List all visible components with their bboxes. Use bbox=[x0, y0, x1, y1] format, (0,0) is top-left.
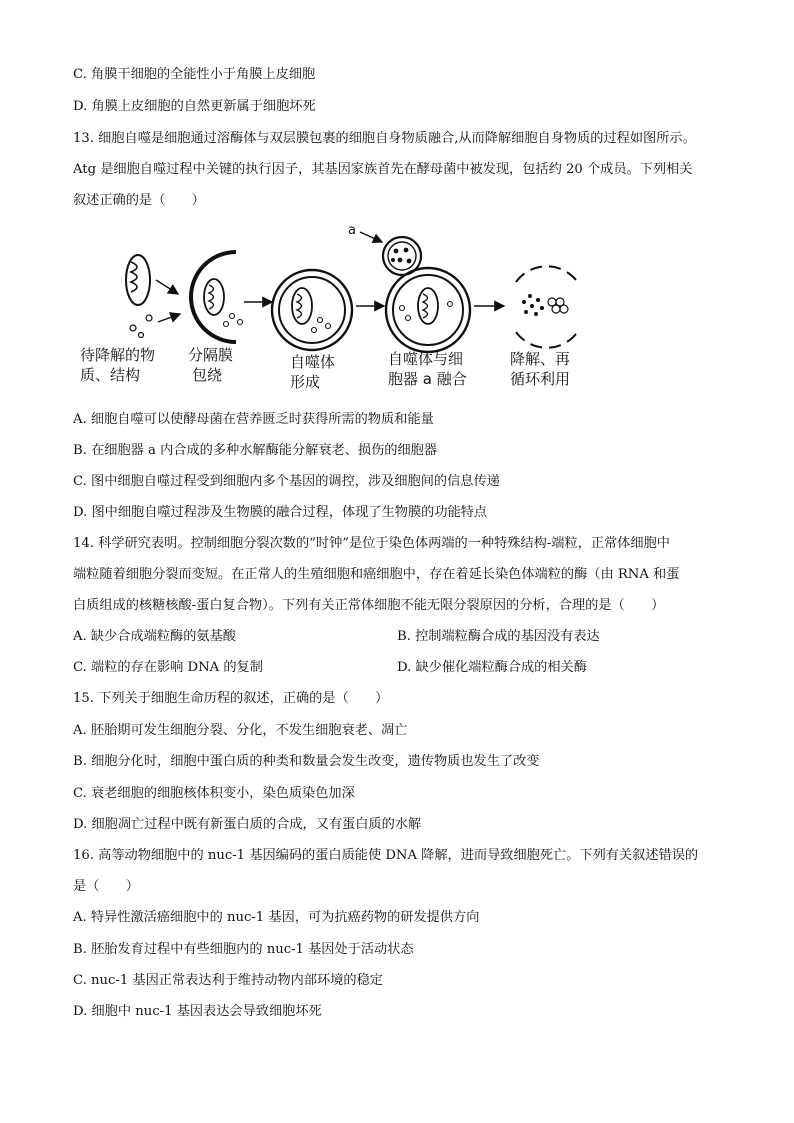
q14-option-b: B. 控制端粒酶合成的基因没有表达 bbox=[397, 629, 600, 644]
caption-stage4-line2: 胞器 a 融合 bbox=[388, 370, 467, 388]
fusion-autophagosome-icon bbox=[386, 268, 470, 352]
degradable-material-icon bbox=[126, 255, 152, 338]
caption-stage3-line1: 自噬体 bbox=[290, 353, 336, 371]
q16-option-d: D. 细胞中 nuc-1 基因表达会导致细胞坏死 bbox=[73, 1004, 322, 1019]
caption-stage1-line1: 待降解的物 bbox=[80, 346, 156, 364]
caption-stage4-line1: 自噬体与细 bbox=[388, 350, 464, 368]
autophagy-diagram bbox=[76, 222, 596, 394]
q12-option-c: C. 角膜干细胞的全能性小于角膜上皮细胞 bbox=[73, 67, 316, 82]
q14-option-a: A. 缺少合成端粒酶的氨基酸 bbox=[73, 629, 236, 644]
q14-stem-line2: 端粒随着细胞分裂而变短。在正常人的生殖细胞和癌细胞中，存在着延长染色体端粒的酶（由 RNA 和蛋 bbox=[73, 567, 680, 582]
arrow-icon bbox=[360, 232, 382, 242]
caption-stage1-line2: 质、结构 bbox=[80, 366, 141, 384]
isolation-membrane-icon bbox=[191, 252, 243, 342]
caption-stage3-line2: 形成 bbox=[290, 373, 321, 391]
q13-stem-line2: Atg 是细胞自噬过程中关键的执行因子，其基因家族首先在酵母菌中被发现，包括约 20 个成员。下列相关 bbox=[73, 162, 693, 177]
q15-option-c: C. 衰老细胞的细胞核体积变小，染色质染色加深 bbox=[73, 786, 355, 801]
q13-stem-line1: 13. 细胞自噬是细胞通过溶酶体与双层膜包裹的细胞自身物质融合,从而降解细胞自身物质的过程如图所示。 bbox=[73, 131, 696, 146]
q15-option-b: B. 细胞分化时，细胞中蛋白质的种类和数量会发生改变，遗传物质也发生了改变 bbox=[73, 754, 540, 769]
q15-option-d: D. 细胞凋亡过程中既有新蛋白质的合成，又有蛋白质的水解 bbox=[73, 817, 422, 832]
caption-stage5-line1: 降解、再 bbox=[510, 350, 571, 368]
caption-stage2-line1: 分隔膜 bbox=[188, 346, 234, 364]
arrow-icon bbox=[156, 280, 178, 294]
q13-option-b: B. 在细胞器 a 内合成的多种水解酶能分解衰老、损伤的细胞器 bbox=[73, 443, 438, 458]
q14-stem-line3: 白质组成的核糖核酸-蛋白复合物）。下列有关正常体细胞不能无限分裂原因的分析，合理的是（ ） bbox=[73, 598, 665, 613]
q13-option-d: D. 图中细胞自噬过程涉及生物膜的融合过程，体现了生物膜的功能特点 bbox=[73, 505, 488, 520]
q16-option-c: C. nuc-1 基因正常表达利于维持动物内部环境的稳定 bbox=[73, 973, 383, 988]
q16-option-b: B. 胚胎发育过程中有些细胞内的 nuc-1 基因处于活动状态 bbox=[73, 942, 414, 957]
q15-stem: 15. 下列关于细胞生命历程的叙述，正确的是（ ） bbox=[73, 691, 389, 706]
label-a: a bbox=[348, 223, 356, 238]
q12-option-d: D. 角膜上皮细胞的自然更新属于细胞坏死 bbox=[73, 99, 316, 114]
caption-stage5-line2: 循环利用 bbox=[510, 370, 571, 388]
q14-stem-line1: 14. 科学研究表明。控制细胞分裂次数的“时钟”是位于染色体两端的一种特殊结构-端粒，正常体细胞中 bbox=[73, 536, 670, 551]
q13-option-c: C. 图中细胞自噬过程受到细胞内多个基因的调控，涉及细胞间的信息传递 bbox=[73, 474, 500, 489]
autophagosome-icon bbox=[272, 270, 352, 350]
degraded-products-icon bbox=[516, 266, 576, 347]
q15-option-a: A. 胚胎期可发生细胞分裂、分化，不发生细胞衰老、凋亡 bbox=[73, 723, 408, 738]
q14-option-c: C. 端粒的存在影响 DNA 的复制 bbox=[73, 660, 263, 675]
caption-stage2-line2: 包绕 bbox=[192, 366, 223, 384]
q16-stem-line2: 是（ ） bbox=[73, 879, 139, 894]
q13-option-a: A. 细胞自噬可以使酵母菌在营养匮乏时获得所需的物质和能量 bbox=[73, 412, 434, 427]
q16-option-a: A. 特异性激活癌细胞中的 nuc-1 基因，可为抗癌药物的研发提供方向 bbox=[73, 910, 480, 925]
arrow-icon bbox=[158, 314, 180, 322]
q13-stem-line3: 叙述正确的是（ ） bbox=[73, 193, 205, 208]
q16-stem-line1: 16. 高等动物细胞中的 nuc-1 基因编码的蛋白质能使 DNA 降解，进而导致细胞死亡。下列有关叙述错误的 bbox=[73, 848, 699, 863]
q14-option-d: D. 缺少催化端粒酶合成的相关酶 bbox=[397, 660, 587, 675]
